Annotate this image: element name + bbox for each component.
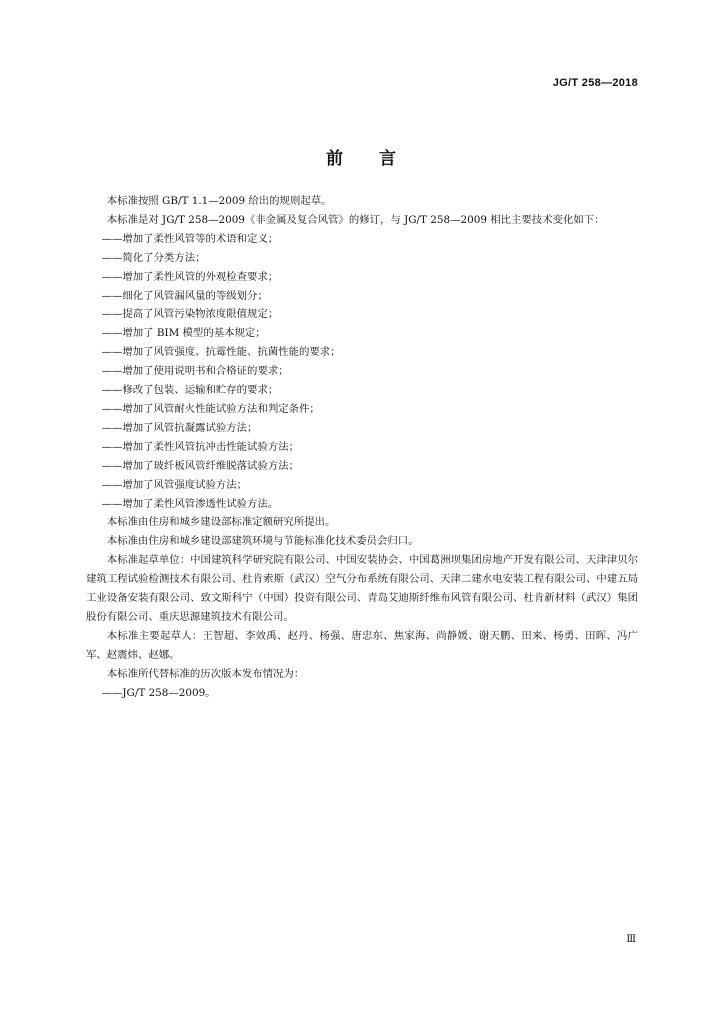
change-item: ——增加了玻纤板风管纤维脱落试验方法；: [101, 459, 300, 472]
intro-paragraph: 本标准是对 JG/T 258—2009《非金属及复合风管》的修订，与 JG/T 258—2009 相比主要技术变化如下：: [106, 213, 605, 226]
change-item: ——简化了分类方法；: [101, 251, 206, 264]
change-item: ——提高了风管污染物浓度限值规定；: [101, 308, 279, 321]
change-item: ——增加了柔性风管的外观检查要求；: [101, 270, 279, 283]
change-item: ——增加了 BIM 模型的基本规定；: [101, 327, 266, 340]
change-item: ——修改了包装、运输和贮存的要求；: [101, 384, 279, 397]
change-item: ——增加了风管强度试验方法；: [101, 478, 248, 491]
change-item: ——增加了柔性风管渗透性试验方法。: [101, 497, 279, 510]
change-item: ——增加了风管强度、抗霉性能、抗菌性能的要求；: [101, 346, 341, 359]
standard-code: JG/T 258—2018: [552, 77, 638, 89]
change-item: ——细化了风管漏风量的等级划分；: [101, 289, 268, 302]
drafting-units-paragraph: 本标准起草单位：中国建筑科学研究院有限公司、中国安装协会、中国葛洲坝集团房地产开发有限公司、天津津贝尔建筑工程试验检测技术有限公司、杜肯索斯（武汉）空气分布系统有限公司、天津二建水电安装工程有限公司、中建五局工业设备安装有限公司、致文斯科宁（中国）投资有限公司、青岛艾迪斯纤维布风管有限公司、杜肯新材料（武汉）集团股份有限公司、重庆思源建筑技术有限公司。: [86, 554, 638, 623]
drafters-paragraph: 本标准主要起草人：王智超、李效禹、赵丹、杨强、唐忠东、焦家海、尚静媛、谢天鹏、田来、杨勇、田晖、冯广军、赵震炜、赵娜。: [86, 629, 638, 661]
change-item: ——增加了柔性风管抗冲击性能试验方法；: [101, 440, 300, 453]
change-item: ——增加了风管耐火性能试验方法和判定条件；: [101, 402, 320, 415]
foreword-body: [86, 192, 638, 702]
intro-paragraph: 本标准按照 GB/T 1.1—2009 给出的规则起草。: [106, 195, 332, 207]
change-item: ——增加了柔性风管等的术语和定义；: [101, 232, 279, 245]
title-char-1: 前: [326, 149, 345, 169]
history-intro-paragraph: 本标准所代替标准的历次版本发布情况为：: [106, 667, 305, 680]
page-number: Ⅲ: [626, 934, 636, 945]
info-paragraph: 本标准由住房和城乡建设部建筑环境与节能标准化技术委员会归口。: [106, 535, 419, 548]
history-item: ——JG/T 258—2009。: [101, 686, 216, 699]
info-paragraph: 本标准由住房和城乡建设部标准定额研究所提出。: [106, 516, 336, 529]
title-char-2: 言: [379, 149, 398, 169]
page-title: [0, 144, 724, 169]
change-item: ——增加了使用说明书和合格证的要求；: [101, 365, 289, 378]
change-item: ——增加了风管抗凝露试验方法；: [101, 421, 258, 434]
